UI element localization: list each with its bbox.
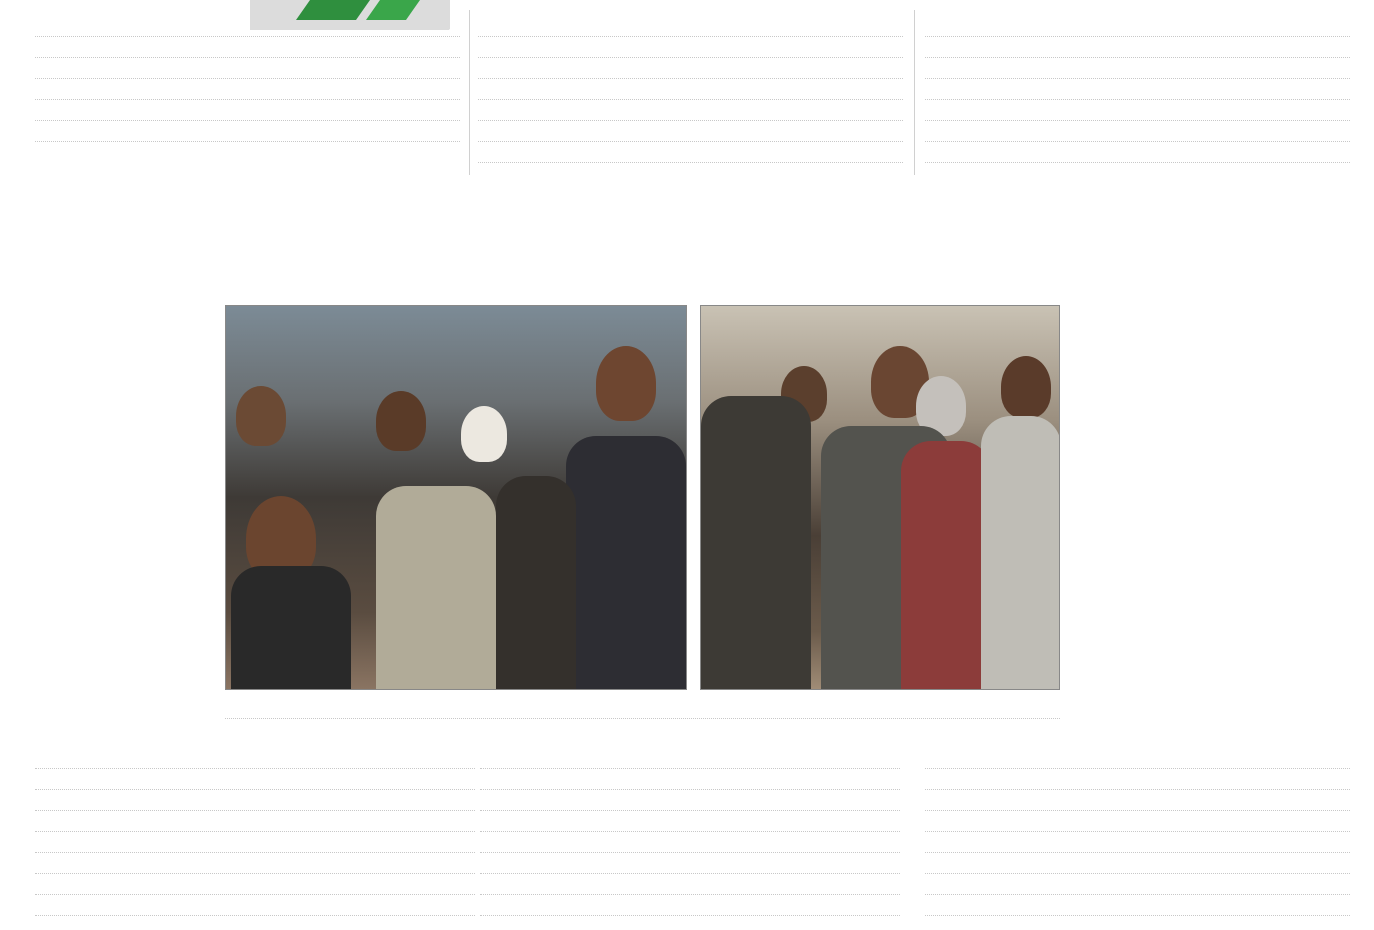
photo-caption bbox=[225, 697, 1060, 719]
photo-campaign-right bbox=[700, 305, 1060, 690]
photo-campaign-left bbox=[225, 305, 687, 690]
column-divider bbox=[914, 10, 915, 175]
article-column-right-narrow bbox=[1075, 175, 1350, 735]
article-column-bottom-right bbox=[925, 742, 1350, 922]
column-divider bbox=[469, 10, 470, 175]
article-column-bottom-left bbox=[35, 742, 475, 922]
article-column-right-top bbox=[925, 10, 1350, 175]
headline bbox=[300, 195, 1080, 275]
article-column-bottom-middle bbox=[480, 742, 900, 922]
article-column-middle-top bbox=[478, 10, 903, 175]
article-column-left-narrow bbox=[35, 170, 220, 735]
article-column-left-top bbox=[35, 10, 460, 160]
